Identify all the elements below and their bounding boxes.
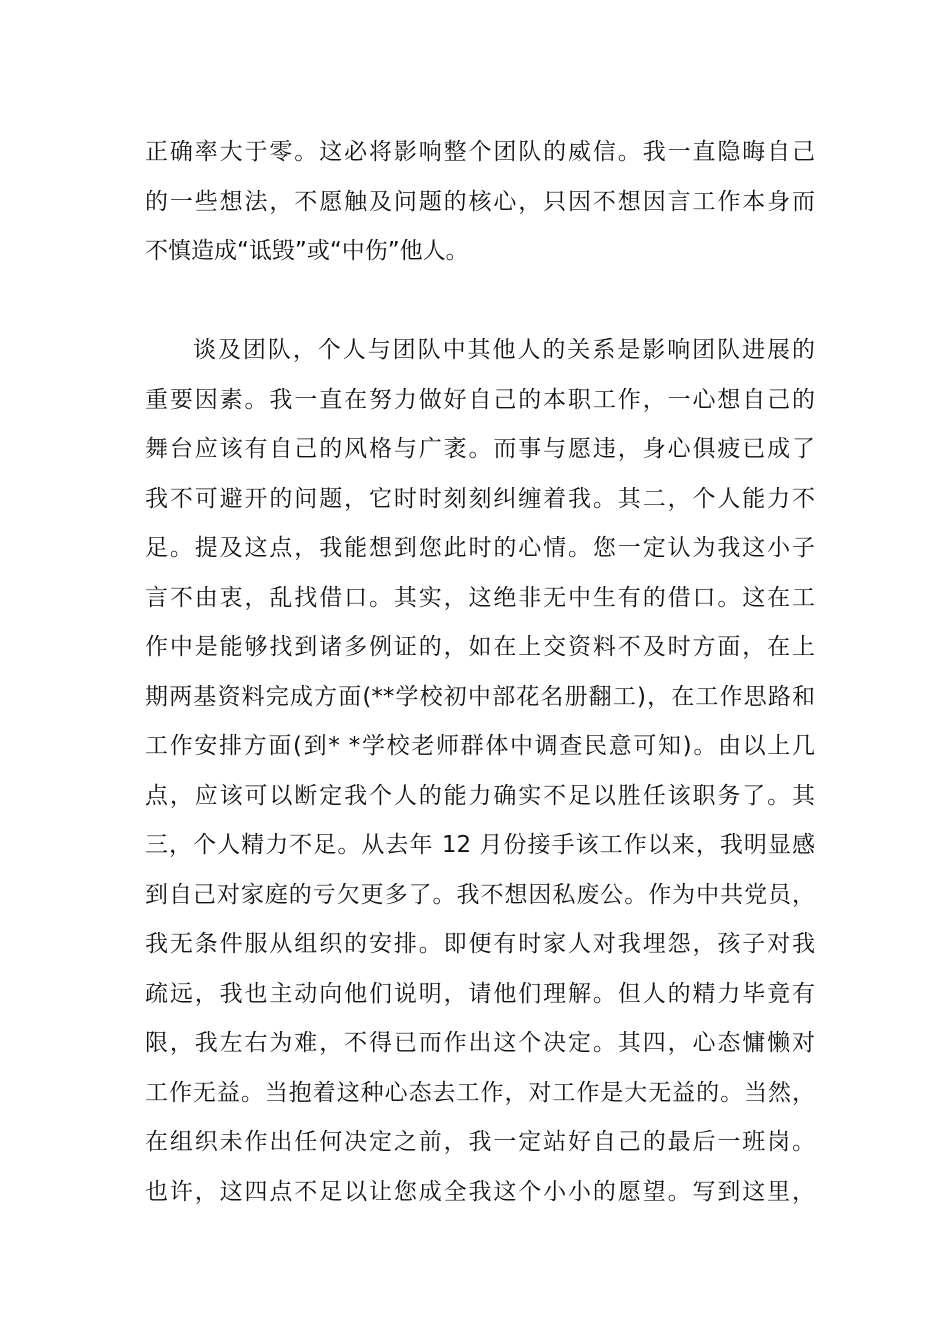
text-line: 我无条件服从组织的安排。即便有时家人对我埋怨，孩子对我 — [145, 931, 815, 957]
text-line: 不慎造成“诋毁”或“中伤”他人。 — [145, 238, 469, 264]
text-line: 足。提及这点，我能想到您此时的心情。您一定认为我这小子 — [145, 535, 815, 561]
text-line: 的一些想法，不愿触及问题的核心，只因不想因言工作本身而 — [145, 188, 815, 215]
text-line: 在组织未作出任何决定之前，我一定站好自己的最后一班岗。 — [145, 1129, 815, 1155]
text-line: 三，个人精力不足。从去年 12 月份接手该工作以来，我明显感 — [145, 832, 815, 858]
text-line: 疏远，我也主动向他们说明，请他们理解。但人的精力毕竟有 — [145, 980, 815, 1007]
text-line: 到自己对家庭的亏欠更多了。我不想因私废公。作为中共党员， — [145, 881, 815, 908]
text-line: 也许，这四点不足以让您成全我这个小小的愿望。写到这里， — [145, 1178, 815, 1205]
text-line: 言不由衷，乱找借口。其实，这绝非无中生有的借口。这在工 — [145, 584, 815, 611]
text-line: 工作安排方面(到* *学校老师群体中调查民意可知)。由以上几 — [145, 733, 815, 759]
text-line: 舞台应该有自己的风格与广袤。而事与愿违，身心俱疲已成了 — [145, 436, 815, 462]
text-line: 作中是能够找到诸多例证的，如在上交资料不及时方面，在上 — [145, 634, 815, 660]
text-line: 限，我左右为难，不得已而作出这个决定。其四，心态慵懒对 — [145, 1030, 815, 1056]
text-line: 点，应该可以断定我个人的能力确实不足以胜任该职务了。其 — [145, 782, 815, 809]
text-line: 谈及团队，个人与团队中其他人的关系是影响团队进展的 — [193, 337, 815, 363]
text-line: 我不可避开的问题，它时时刻刻纠缠着我。其二，个人能力不 — [145, 485, 815, 512]
text-line: 工作无益。当抱着这种心态去工作，对工作是大无益的。当然， — [145, 1079, 815, 1106]
text-line: 重要因素。我一直在努力做好自己的本职工作，一心想自己的 — [145, 386, 815, 413]
text-line: 期两基资料完成方面(**学校初中部花名册翻工)，在工作思路和 — [145, 683, 815, 710]
text-line: 正确率大于零。这必将影响整个团队的威信。我一直隐晦自己 — [145, 139, 815, 165]
